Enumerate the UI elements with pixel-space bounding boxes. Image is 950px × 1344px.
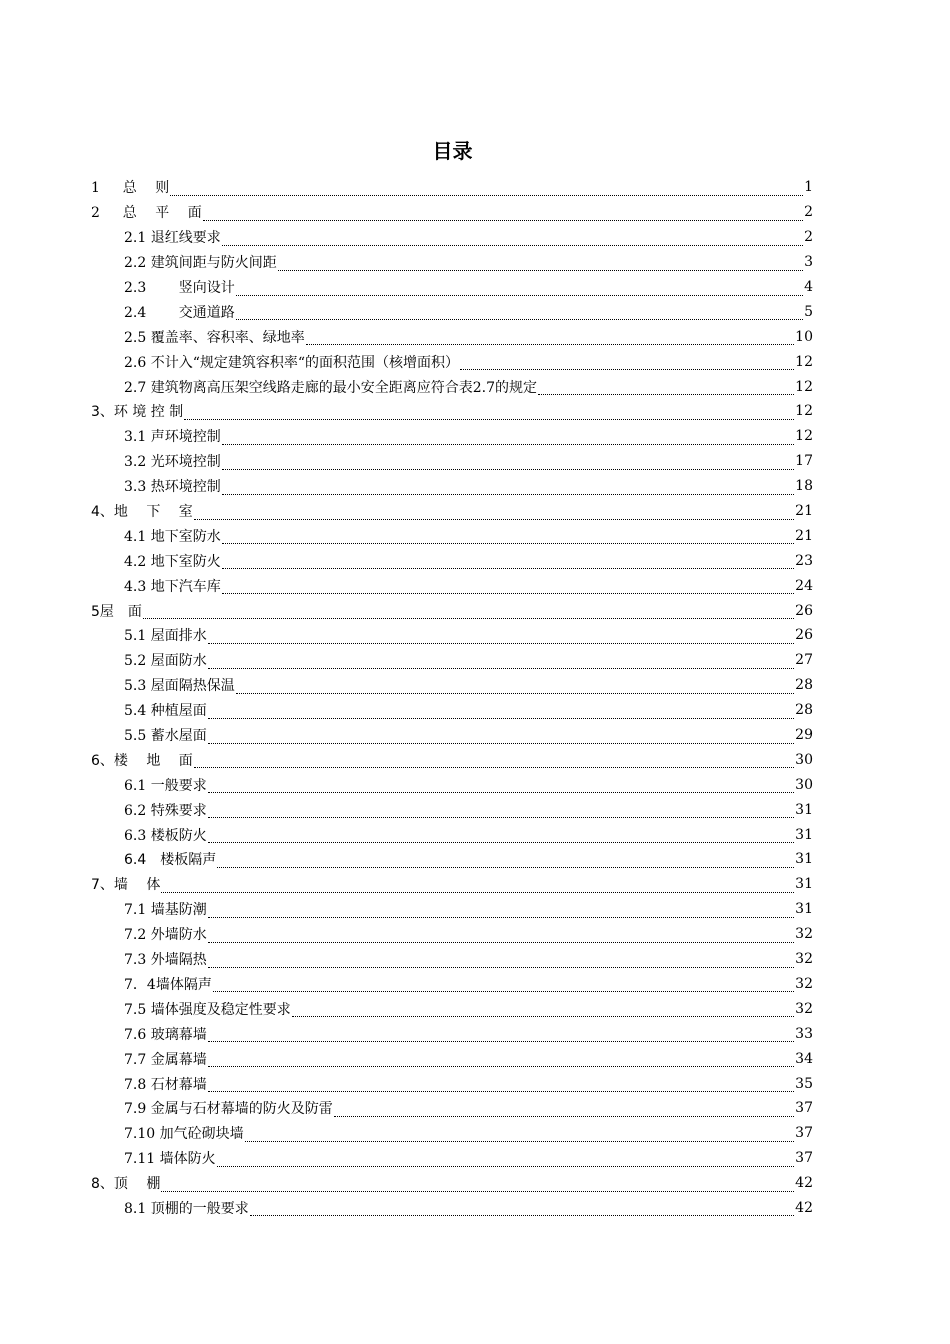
toc-entry-label: 7．4墙体隔声 [124, 976, 212, 993]
toc-dot-leader [222, 231, 803, 246]
toc-entry-page-number: 32 [795, 975, 813, 992]
toc-entry[interactable] [91, 747, 813, 772]
toc-entry-label: 7.1 墙基防潮 [124, 902, 207, 919]
toc-entry[interactable] [91, 822, 813, 847]
toc-entry-label: 6.4 楼板隔声 [124, 852, 217, 869]
toc-entry-page-number: 31 [795, 826, 813, 843]
toc-entry[interactable] [91, 324, 813, 349]
toc-dot-leader [143, 604, 794, 619]
toc-entry-page-number: 34 [795, 1050, 813, 1067]
toc-dot-leader [184, 405, 794, 420]
toc-entry-page-number: 3 [804, 254, 813, 271]
toc-entry-page-number: 42 [795, 1199, 813, 1216]
toc-entry[interactable] [91, 250, 813, 275]
toc-entry-label: 2.2 建筑间距与防火间距 [124, 255, 277, 272]
toc-entry-page-number: 4 [804, 279, 813, 295]
toc-entry[interactable] [91, 225, 813, 250]
toc-dot-leader [236, 679, 794, 694]
toc-entry[interactable] [91, 1196, 813, 1221]
toc-entry-page-number: 32 [795, 1000, 813, 1017]
toc-entry-label: 2.6 不计入“规定建筑容积率“的面积范围（核增面积） [124, 354, 460, 371]
toc-entry-label: 7.11 墙体防火 [124, 1151, 216, 1168]
toc-entry[interactable] [91, 299, 813, 324]
toc-entry-page-number: 42 [795, 1175, 813, 1192]
toc-entry[interactable] [91, 499, 813, 524]
toc-entry[interactable] [91, 723, 813, 748]
toc-dot-leader [222, 529, 794, 544]
toc-entry-label: 5.4 种植屋面 [124, 703, 207, 720]
toc-entry-label: 6、楼 地 面 [91, 752, 193, 769]
toc-entry-page-number: 31 [795, 901, 813, 918]
toc-entry-label: 2 总 平 面 [91, 205, 202, 222]
toc-entry-page-number: 10 [795, 328, 813, 345]
toc-entry-label: 6.3 楼板防火 [124, 827, 207, 844]
toc-entry-page-number: 2 [804, 204, 813, 221]
toc-entry-page-number: 37 [795, 1100, 813, 1117]
toc-entry-page-number: 24 [795, 577, 813, 594]
toc-entry-page-number: 30 [795, 776, 813, 793]
toc-dot-leader [208, 803, 794, 818]
toc-entry[interactable] [91, 1021, 813, 1046]
toc-entry-page-number: 35 [795, 1075, 813, 1092]
toc-dot-leader [161, 1177, 794, 1192]
toc-entry-page-number: 21 [795, 527, 813, 544]
toc-entry-page-number: 30 [795, 751, 813, 768]
toc-entry[interactable] [91, 673, 813, 698]
toc-entry[interactable] [91, 772, 813, 797]
toc-entry-label: 3.1 声环境控制 [124, 429, 221, 446]
toc-entry[interactable] [91, 623, 813, 648]
toc-entry-page-number: 2 [804, 229, 813, 246]
toc-dot-leader [208, 1077, 794, 1092]
toc-entry-label: 3.3 热环境控制 [124, 479, 221, 496]
toc-entry[interactable] [91, 698, 813, 723]
toc-entry-page-number: 28 [795, 677, 813, 694]
toc-entry[interactable] [91, 1146, 813, 1171]
toc-entry-label: 7.9 金属与石材幕墙的防火及防雷 [124, 1101, 333, 1118]
toc-entry[interactable] [91, 1071, 813, 1096]
toc-entry-label: 8.1 顶棚的一般要求 [124, 1200, 249, 1217]
toc-entry-page-number: 28 [795, 702, 813, 719]
toc-entry-page-number: 31 [795, 876, 813, 893]
toc-dot-leader [208, 654, 794, 669]
toc-entry[interactable] [91, 922, 813, 947]
toc-dot-leader [306, 330, 794, 345]
toc-dot-leader [170, 181, 803, 196]
toc-entry[interactable] [91, 996, 813, 1021]
toc-dot-leader [217, 853, 794, 868]
toc-entry[interactable] [91, 1171, 813, 1196]
toc-dot-leader [208, 928, 794, 943]
toc-entry[interactable] [91, 847, 813, 872]
toc-dot-leader [208, 953, 794, 968]
toc-entry[interactable] [91, 474, 813, 499]
toc-entry-label: 5.3 屋面隔热保温 [124, 678, 235, 695]
toc-dot-leader [208, 1027, 794, 1042]
toc-dot-leader [203, 206, 803, 221]
toc-dot-leader [250, 1201, 794, 1216]
toc-entry-page-number: 31 [795, 801, 813, 818]
toc-entry-page-number: 18 [795, 478, 813, 495]
toc-entry-label: 7.5 墙体强度及稳定性要求 [124, 1001, 291, 1018]
toc-entry[interactable] [91, 424, 813, 449]
toc-entry-label: 4.1 地下室防水 [124, 528, 221, 545]
toc-entry-label: 8、顶 棚 [91, 1176, 161, 1193]
toc-entry[interactable] [91, 648, 813, 673]
toc-entry-label: 2.3 竖向设计 [124, 280, 235, 296]
toc-entry-label: 7.10 加气砼砌块墙 [124, 1126, 244, 1143]
toc-entry[interactable] [91, 275, 813, 300]
toc-entry-label: 2.1 退红线要求 [124, 230, 221, 247]
toc-entry-label: 6.1 一般要求 [124, 777, 207, 794]
toc-dot-leader [222, 554, 794, 569]
toc-dot-leader [194, 753, 794, 768]
toc-entry[interactable] [91, 1046, 813, 1071]
toc-entry-label: 7.7 金属幕墙 [124, 1051, 207, 1068]
toc-entry-label: 5.1 屋面排水 [124, 628, 207, 645]
toc-dot-leader [222, 430, 794, 445]
toc-dot-leader [208, 704, 794, 719]
toc-dot-leader [292, 1002, 794, 1017]
toc-entry-page-number: 21 [795, 503, 813, 520]
toc-entry-label: 7.6 玻璃幕墙 [124, 1026, 207, 1043]
toc-entry-label: 2.4 交通道路 [124, 304, 235, 321]
toc-entry-label: 7.3 外墙隔热 [124, 952, 207, 969]
toc-dot-leader [334, 1102, 794, 1117]
toc-dot-leader [213, 977, 794, 992]
toc-entry-label: 2.7 建筑物离高压架空线路走廊的最小安全距离应符合表2.7的规定 [124, 379, 537, 396]
toc-entry[interactable] [91, 374, 813, 399]
page-title: 目录 [432, 139, 473, 163]
toc-dot-leader [222, 480, 794, 495]
toc-entry[interactable] [91, 947, 813, 972]
toc-dot-leader [194, 505, 794, 520]
toc-entry-page-number: 5 [804, 303, 813, 320]
toc-dot-leader [208, 1052, 794, 1067]
toc-entry-page-number: 27 [795, 652, 813, 669]
toc-entry[interactable] [91, 349, 813, 374]
toc-entry-page-number: 37 [795, 1125, 813, 1142]
toc-entry[interactable] [91, 897, 813, 922]
toc-entry-label: 2.5 覆盖率、容积率、绿地率 [124, 329, 305, 346]
toc-entry-page-number: 12 [795, 378, 813, 395]
toc-entry-page-number: 1 [804, 179, 813, 196]
toc-entry-page-number: 12 [795, 353, 813, 370]
toc-entry-label: 7.8 石材幕墙 [124, 1076, 207, 1093]
toc-entry-label: 5.2 屋面防水 [124, 653, 207, 670]
toc-dot-leader [208, 903, 794, 918]
toc-entry-label: 4、地 下 室 [91, 504, 193, 521]
toc-entry-page-number: 26 [795, 627, 813, 644]
toc-entry-page-number: 32 [795, 951, 813, 968]
toc-entry[interactable] [91, 972, 813, 997]
toc-entry[interactable] [91, 399, 813, 424]
toc-entry[interactable] [91, 797, 813, 822]
toc-dot-leader [208, 828, 794, 843]
toc-entry-label: 3.2 光环境控制 [124, 454, 221, 471]
toc-entry[interactable] [91, 872, 813, 897]
toc-dot-leader [460, 355, 794, 370]
toc-dot-leader [208, 729, 794, 744]
toc-entry-page-number: 31 [795, 851, 813, 868]
toc-dot-leader [217, 1152, 795, 1167]
toc-dot-leader [208, 778, 794, 793]
toc-entry-page-number: 23 [795, 552, 813, 569]
toc-entry-page-number: 32 [795, 926, 813, 943]
toc-entry-page-number: 17 [795, 453, 813, 470]
toc-entry-page-number: 29 [795, 727, 813, 744]
toc-entry-label: 7、墙 体 [91, 877, 161, 894]
toc-entry-page-number: 33 [795, 1025, 813, 1042]
toc-entry-page-number: 26 [795, 602, 813, 619]
toc-dot-leader [208, 629, 794, 644]
toc-dot-leader [245, 1127, 795, 1142]
toc-dot-leader [538, 380, 794, 395]
toc-entry[interactable] [91, 1096, 813, 1121]
toc-entry-label: 4.3 地下汽车库 [124, 578, 221, 595]
toc-entry[interactable] [91, 548, 813, 573]
toc-dot-leader [278, 256, 803, 271]
toc-entry[interactable] [91, 200, 813, 225]
toc-entry-label: 5屋 面 [91, 603, 142, 620]
toc-entry[interactable] [91, 598, 813, 623]
toc-dot-leader [222, 579, 794, 594]
toc-entry-label: 3、环 境 控 制 [91, 404, 184, 421]
toc-dot-leader [161, 878, 794, 893]
toc-entry-label: 5.5 蓄水屋面 [124, 728, 207, 745]
toc-entry-page-number: 12 [795, 403, 813, 420]
toc-entry-label: 7.2 外墙防水 [124, 927, 207, 944]
toc-entry[interactable] [91, 175, 813, 200]
toc-entry[interactable] [91, 523, 813, 548]
toc-entry[interactable] [91, 449, 813, 474]
toc-entry-label: 4.2 地下室防火 [124, 553, 221, 570]
toc-entry-page-number: 37 [795, 1150, 813, 1167]
table-of-contents [91, 175, 813, 1220]
toc-entry-label: 1 总 则 [91, 180, 170, 197]
toc-dot-leader [222, 455, 794, 470]
toc-entry[interactable] [91, 573, 813, 598]
toc-entry[interactable] [91, 1121, 813, 1146]
toc-entry-label: 6.2 特殊要求 [124, 802, 207, 819]
toc-dot-leader [236, 305, 803, 320]
toc-entry-page-number: 12 [795, 428, 813, 445]
toc-dot-leader [236, 281, 803, 296]
